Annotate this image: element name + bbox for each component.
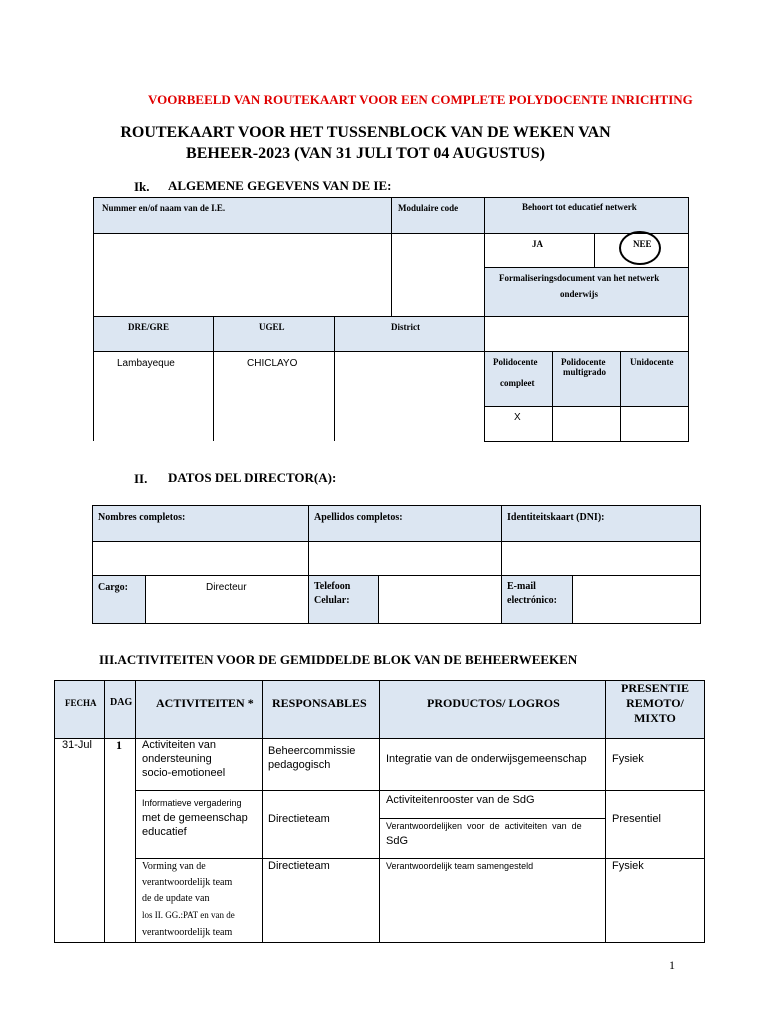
example-caption: VOORBEELD VAN ROUTEKAART VOOR EEN COMPLETE POLYDOCENTE INRICHTING (148, 92, 693, 107)
row2-activity-1: Informatieve vergadering (142, 798, 242, 808)
fecha-value: 31-Jul (62, 739, 92, 751)
row3-activity-1: Vorming van de (142, 861, 206, 872)
col-responsables-header: RESPONSABLES (272, 696, 367, 710)
multigrado-label-2: multigrado (563, 367, 607, 377)
row3-activity-3: de de update van (142, 893, 210, 904)
section1-number: Ik. (134, 179, 150, 194)
row3-activity-5: verantwoordelijk team (142, 927, 233, 938)
page-title-line1: ROUTEKAART VOOR HET TUSSENBLOCK VAN DE WEKEN VAN (120, 124, 611, 141)
row2-presence: Presentiel (612, 813, 661, 825)
cargo-label: Cargo: (98, 582, 128, 593)
district-label: District (391, 322, 420, 332)
row2-responsible: Directieteam (268, 813, 330, 825)
email-label-1: E-mail (507, 581, 536, 592)
row1-presence: Fysiek (612, 753, 644, 765)
page-number: 1 (669, 958, 675, 972)
section3-title: III.ACTIVITEITEN VOOR DE GEMIDDELDE BLOK VAN DE BEHEERWEEKEN (99, 652, 578, 667)
dre-label: DRE/GRE (128, 322, 170, 332)
row1-activity-2: ondersteuning (142, 753, 212, 765)
row2-product-b-2: SdG (386, 835, 409, 847)
section1-title: ALGEMENE GEGEVENS VAN DE IE: (168, 178, 392, 193)
email-label-2: electrónico: (507, 595, 557, 606)
cargo-value: Directeur (206, 582, 247, 593)
section2-number: II. (134, 471, 148, 486)
dre-value: Lambayeque (117, 358, 175, 369)
row1-responsible-2: pedagogisch (268, 759, 331, 771)
ugel-value: CHICLAYO (247, 358, 298, 369)
row3-product: Verantwoordelijk team samengesteld (386, 861, 534, 871)
full-names-label: Nombres completos: (98, 512, 186, 523)
row2-product-b-1: Verantwoordelijken voor de activiteiten van de (386, 821, 582, 831)
row1-responsible-1: Beheercommissie (268, 745, 356, 757)
col-fecha-header: FECHA (65, 698, 97, 708)
polidocente-label-1: Polidocente (493, 357, 538, 367)
col-presentie-header-1: PRESENTIE (620, 681, 690, 695)
col-dag-header: DAG (110, 697, 133, 708)
type-mark-x: X (514, 412, 521, 423)
phone-label-2: Celular: (314, 595, 350, 606)
row1-activity-3: socio-emotioneel (142, 767, 226, 779)
surnames-label: Apellidos completos: (314, 512, 403, 523)
col-products-header: PRODUCTOS/ LOGROS (427, 696, 560, 710)
row3-presence: Fysiek (612, 860, 644, 872)
row3-activity-4: los II. GG.:PAT en van de (142, 910, 235, 920)
col-activities-header: ACTIVITEITEN * (156, 696, 254, 710)
col-presentie-header-3: MIXTO (634, 711, 676, 725)
network-label: Behoort tot educatief netwerk (522, 202, 637, 212)
row1-product: Integratie van de onderwijsgemeenschap (386, 753, 587, 765)
ugel-label: UGEL (259, 322, 285, 332)
dni-label: Identiteitskaart (DNI): (507, 512, 605, 523)
modular-code-label: Modulaire code (398, 203, 459, 213)
col-presentie-header-2: REMOTO/ (626, 696, 684, 710)
nee-option: NEE (633, 239, 652, 249)
ja-option: JA (532, 239, 543, 249)
row2-activity-3: educatief (142, 826, 187, 838)
row1-activity-1: Activiteiten van (142, 739, 216, 751)
row3-activity-2: verantwoordelijk team (142, 877, 233, 888)
formalization-label-1: Formaliseringsdocument van het netwerk (499, 273, 660, 283)
row2-product-a: Activiteitenrooster van de SdG (386, 794, 535, 806)
multigrado-label-1: Polidocente (561, 357, 606, 367)
section2-title: DATOS DEL DIRECTOR(A): (168, 470, 337, 485)
page-title-line2: BEHEER-2023 (VAN 31 JULI TOT 04 AUGUSTUS) (186, 145, 545, 162)
unidocente-label: Unidocente (630, 357, 674, 367)
formalization-label-2: onderwijs (560, 289, 598, 299)
dag-value: 1 (116, 738, 122, 752)
phone-label-1: Telefoon (314, 581, 351, 592)
polidocente-label-2: compleet (500, 378, 535, 388)
row3-responsible: Directieteam (268, 860, 330, 872)
nee-circle-mark (619, 231, 661, 265)
ie-name-label: Nummer en/of naam van de I.E. (102, 203, 226, 213)
row2-activity-2: met de gemeenschap (142, 812, 248, 824)
